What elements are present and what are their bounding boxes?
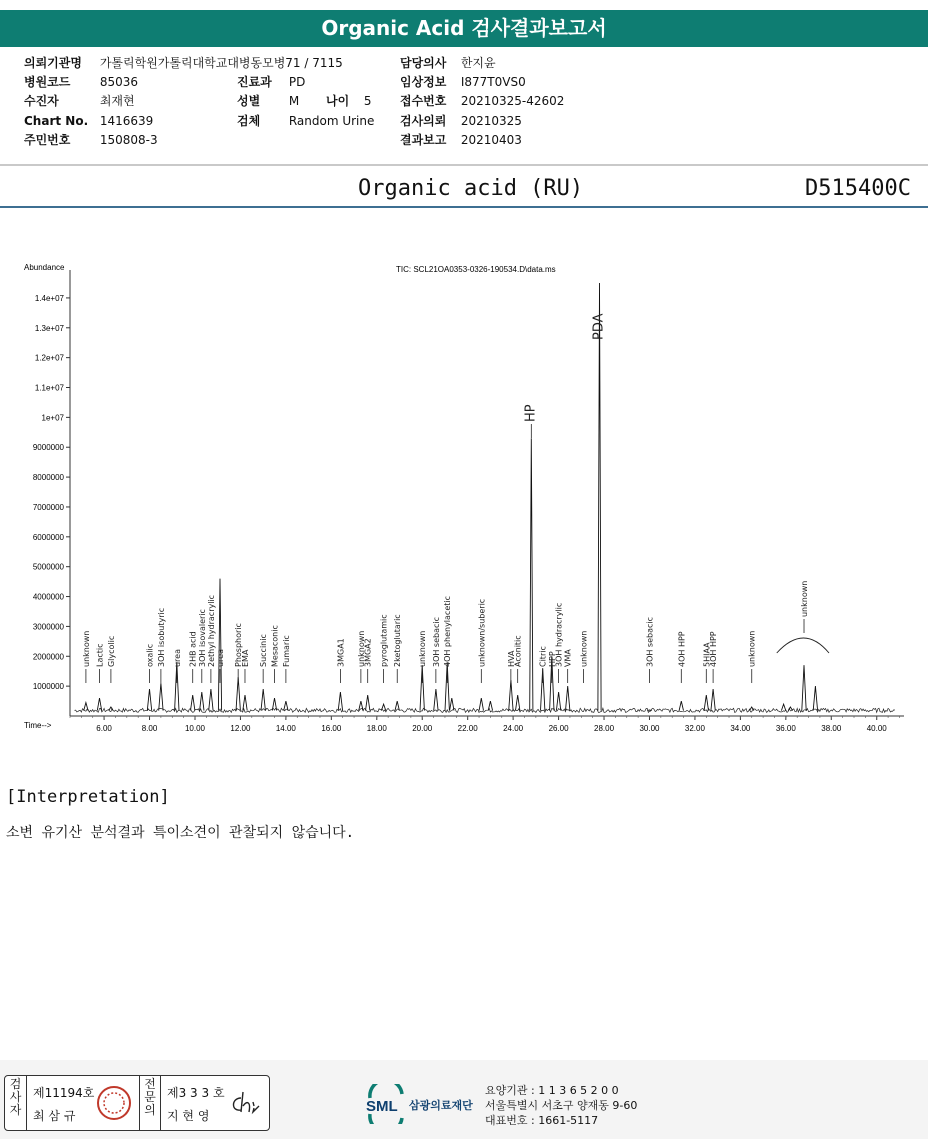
annotation-label: 3OH sebacic bbox=[431, 616, 441, 667]
inspector-no: 제11194호 bbox=[33, 1086, 95, 1100]
annotation-label: oxalic bbox=[145, 643, 155, 667]
info-institution: 의뢰기관명 가톨릭학원가톨릭대학교대병동모병71 / 7115 bbox=[24, 56, 343, 70]
peak bbox=[450, 698, 454, 711]
report-heading bbox=[0, 172, 928, 208]
peak bbox=[109, 707, 113, 711]
x-tick-label: 8.00 bbox=[141, 724, 158, 733]
organization-block bbox=[364, 1082, 924, 1132]
annotation-label: HVA bbox=[506, 650, 516, 667]
reviewer-name: 지 현 영 bbox=[167, 1109, 210, 1123]
info-clinical: 임상정보 I877T0VS0 bbox=[400, 75, 526, 89]
annotation-label: Phosphoric bbox=[234, 623, 244, 667]
annotation-label: urea bbox=[172, 648, 182, 667]
report-title: Organic Acid 검사결과보고서 bbox=[0, 10, 928, 47]
info-age: 나이 5 bbox=[326, 94, 372, 108]
annotation-label: 3MGA1 bbox=[336, 638, 346, 667]
annotation-label: 3OH sebacic bbox=[645, 616, 655, 667]
x-tick-label: 10.00 bbox=[184, 724, 206, 733]
patient-info bbox=[0, 52, 928, 164]
peak bbox=[704, 695, 708, 711]
peak bbox=[750, 707, 754, 711]
info-hospital-code: 병원코드 85036 bbox=[24, 75, 139, 89]
reviewer-no: 제3 3 3 호 bbox=[167, 1086, 225, 1100]
x-tick-label: 26.00 bbox=[548, 724, 569, 733]
x-tick-label: 18.00 bbox=[366, 724, 387, 733]
annotation-label: 4OH phenylacetic bbox=[443, 595, 453, 667]
annotation-label: VMA bbox=[563, 649, 573, 667]
info-sex: 성별 M bbox=[237, 94, 300, 108]
y-tick-label: 1.3e+07 bbox=[34, 323, 64, 333]
x-tick-label: 22.00 bbox=[457, 724, 478, 733]
divider bbox=[0, 164, 928, 166]
y-tick-label: 4000000 bbox=[32, 592, 64, 602]
signature-box bbox=[4, 1075, 270, 1131]
peak bbox=[84, 703, 88, 711]
org-code: 요양기관 : 1 1 3 6 5 2 0 0 bbox=[485, 1084, 619, 1097]
peak bbox=[243, 695, 247, 711]
annotation-label: Lactic bbox=[95, 643, 105, 667]
peak bbox=[434, 689, 438, 711]
annotation-label: PDA bbox=[591, 313, 607, 340]
peak bbox=[191, 695, 195, 711]
chart-title: TIC: SCL21OA0353-0326-190534.D\data.ms bbox=[396, 265, 556, 274]
peak bbox=[479, 698, 483, 711]
x-tick-label: 30.00 bbox=[639, 724, 660, 733]
annotation-label: 5HIAA bbox=[702, 642, 712, 667]
annotation-label: unknown bbox=[579, 630, 589, 667]
annotation-label: 3MGA2 bbox=[363, 638, 373, 667]
annotation-label: 3OH hydracrylic bbox=[554, 602, 564, 667]
y-tick-label: 5000000 bbox=[32, 562, 64, 572]
peak bbox=[516, 695, 520, 711]
org-street: 서울특별시 서초구 양재동 9-60 bbox=[485, 1099, 638, 1112]
annotation-label: Glycolic bbox=[106, 635, 116, 667]
x-tick-label: 34.00 bbox=[730, 724, 751, 733]
peak bbox=[530, 438, 533, 710]
peak bbox=[802, 665, 806, 710]
peak bbox=[556, 692, 560, 711]
annotation-label: pyroglutamic bbox=[379, 614, 389, 667]
y-tick-label: 1.4e+07 bbox=[34, 293, 64, 303]
peak bbox=[359, 701, 363, 711]
test-name: Organic acid (RU) bbox=[358, 176, 584, 201]
info-patient: 수진자 최재현 bbox=[24, 94, 135, 108]
annotation-label: 4OH HPP bbox=[709, 631, 719, 667]
peak bbox=[218, 579, 221, 711]
annotation-label: Citric bbox=[538, 646, 548, 667]
y-tick-label: 7000000 bbox=[32, 502, 64, 512]
org-name: 삼광의료재단 bbox=[409, 1099, 473, 1112]
interpretation-text: 소변 유기산 분석결과 특이소견이 관찰되지 않습니다. bbox=[6, 825, 355, 841]
annotation-label: Succinic bbox=[259, 634, 269, 667]
peak bbox=[272, 698, 276, 711]
sml-logo-icon bbox=[364, 1084, 408, 1124]
peak bbox=[598, 283, 601, 711]
peak bbox=[679, 701, 683, 711]
seal-stamp bbox=[96, 1085, 132, 1121]
interpretation-title: [Interpretation] bbox=[6, 787, 170, 807]
annotation-label: HP bbox=[523, 404, 539, 422]
annotation-label: 2HB acid bbox=[188, 631, 198, 667]
x-tick-label: 14.00 bbox=[275, 724, 296, 733]
annotation-label: Fumaric bbox=[281, 635, 291, 667]
info-department: 진료과 PD bbox=[237, 75, 306, 89]
annotation-label: unknown bbox=[356, 630, 366, 667]
annotation-label: 3OH isobutyric bbox=[156, 607, 166, 667]
info-specimen: 검체 Random Urine bbox=[237, 114, 375, 128]
y-tick-label: 1.1e+07 bbox=[34, 383, 64, 393]
annotation-label: 2ethyl hydracrylic bbox=[206, 594, 216, 667]
baseline-trace bbox=[75, 708, 895, 712]
annotation-label: EMA bbox=[240, 649, 250, 667]
peak bbox=[381, 704, 385, 711]
peak bbox=[647, 710, 651, 711]
annotation-label: 2ketoglutaric bbox=[393, 614, 403, 667]
annotation-bracket bbox=[777, 638, 829, 653]
peak bbox=[338, 692, 342, 711]
peak-annotations bbox=[82, 313, 829, 683]
peak bbox=[200, 692, 204, 711]
annotation-label: Aconitic bbox=[513, 635, 523, 667]
x-tick-label: 20.00 bbox=[412, 724, 433, 733]
info-chart-no: Chart No. 1416639 bbox=[24, 114, 154, 128]
annotation-label: unknown bbox=[81, 630, 91, 667]
info-receipt-no: 접수번호 20210325-42602 bbox=[400, 94, 565, 108]
peak bbox=[209, 689, 213, 711]
info-doctor: 담당의사 한지윤 bbox=[400, 56, 496, 70]
org-phone: 대표번호 : 1661-5117 bbox=[485, 1114, 599, 1127]
peak bbox=[488, 701, 492, 711]
y-tick-label: 8000000 bbox=[32, 473, 64, 483]
chart-ylabel: Abundance bbox=[24, 263, 65, 272]
peak bbox=[159, 683, 163, 710]
annotation-label: unknown bbox=[747, 630, 757, 667]
inspector-label: 검사자 bbox=[5, 1076, 27, 1130]
peak bbox=[366, 695, 370, 711]
x-tick-label: 16.00 bbox=[321, 724, 342, 733]
x-tick-label: 6.00 bbox=[96, 724, 112, 733]
org-address bbox=[485, 1083, 637, 1128]
x-tick-label: 32.00 bbox=[684, 724, 705, 733]
signature bbox=[227, 1090, 263, 1118]
peak bbox=[788, 707, 792, 711]
x-tick-label: 36.00 bbox=[775, 724, 796, 733]
reviewer-label: 전문의 bbox=[139, 1076, 161, 1130]
peak bbox=[566, 686, 570, 711]
peak bbox=[813, 686, 817, 711]
x-tick-label: 24.00 bbox=[503, 724, 524, 733]
annotation-label: unknown bbox=[800, 580, 810, 617]
x-tick-label: 40.00 bbox=[866, 724, 887, 733]
sml-logo-text: SML bbox=[366, 1098, 398, 1115]
inspector-name: 최 삼 규 bbox=[33, 1109, 76, 1123]
y-tick-label: 1.2e+07 bbox=[34, 353, 64, 363]
annotation-label: urea bbox=[215, 648, 225, 667]
peak bbox=[781, 704, 785, 711]
annotation-label: unknown/suberic bbox=[477, 598, 487, 667]
test-code: D515400C bbox=[805, 176, 911, 201]
chromatogram-chart bbox=[14, 258, 914, 736]
annotation-label: HPP bbox=[547, 651, 557, 667]
peak bbox=[261, 689, 265, 711]
x-tick-label: 38.00 bbox=[821, 724, 842, 733]
peak bbox=[147, 689, 151, 711]
y-tick-label: 9000000 bbox=[32, 443, 64, 453]
x-tick-label: 28.00 bbox=[594, 724, 615, 733]
info-report-date: 결과보고 20210403 bbox=[400, 133, 522, 147]
info-resident-no: 주민번호 150808-3 bbox=[24, 133, 158, 147]
y-tick-label: 2000000 bbox=[32, 652, 64, 662]
peak bbox=[711, 689, 715, 711]
y-tick-label: 3000000 bbox=[32, 622, 64, 632]
annotation-label: Mesaconic bbox=[270, 625, 280, 667]
chart-xlabel: Time--> bbox=[24, 721, 52, 730]
annotation-label: 3OH isovaleric bbox=[197, 609, 207, 667]
y-tick-label: 6000000 bbox=[32, 532, 64, 542]
x-tick-label: 12.00 bbox=[230, 724, 251, 733]
info-request-date: 검사의뢰 20210325 bbox=[400, 114, 522, 128]
annotation-label: 4OH HPP bbox=[677, 631, 687, 667]
annotation-label: unknown bbox=[418, 630, 428, 667]
y-tick-label: 1000000 bbox=[32, 682, 64, 692]
y-tick-label: 1e+07 bbox=[41, 413, 64, 423]
peak bbox=[509, 680, 513, 710]
